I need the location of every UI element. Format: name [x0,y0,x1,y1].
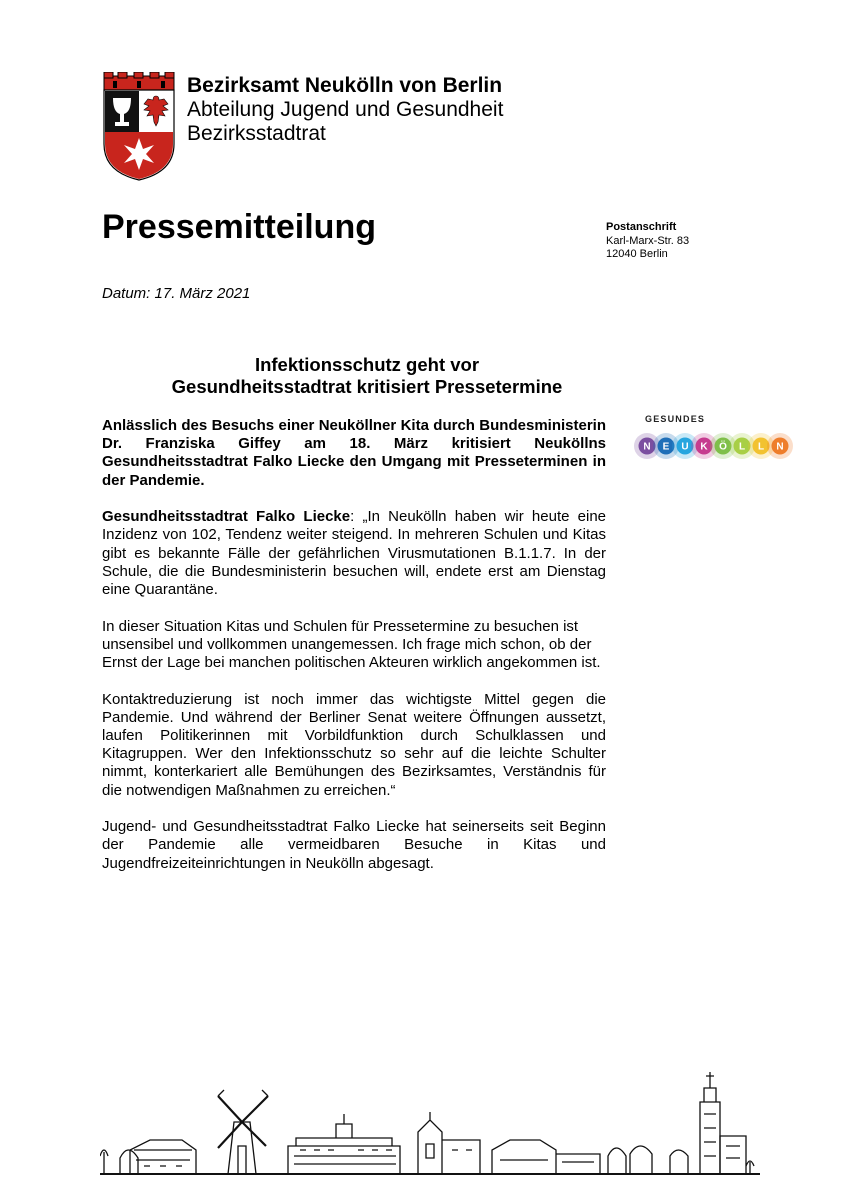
gesundes-neukoelln-logo [633,412,797,468]
neukoelln-coat-of-arms [102,72,176,182]
logo-letter: U [681,441,689,453]
skyline-illustration [100,1066,760,1178]
postal-label: Postanschrift [606,221,677,233]
quote-paragraph [102,508,606,599]
logo-letter: N [643,441,651,453]
org-name: Bezirksamt Neukölln von Berlin [187,74,503,97]
department: Abteilung Jugend und Gesundheit [187,98,504,121]
logo-top-text: GESUNDES [645,414,706,424]
paragraph-2: In dieser Situation Kitas und Schulen für Pressetermine zu besuchen ist unsensibel und vollkommen unangemessen. Ich frage mich schon, ob der Ernst der Lage bei manchen politischen Akteuren wirklich angekommen ist. [102,617,601,672]
lead-paragraph: Anlässlich des Besuchs einer Neuköllner Kita durch Bundesministerin Dr. Franziska Giffey am 18. März kritisiert Neuköllns Gesundheitsstadtrat Falko Liecke den Umgang mit Presseterminen in der Pandemie. [102,417,606,489]
paragraph-3: Kontaktreduzierung ist noch immer das wichtigste Mittel gegen die Pandemie. Und während der Berliner Senat weitere Öffnungen aussetzt, laufen Politikerinnen mit Vorbildfunktion durch Schulklassen und Kitagruppen. Wer den Infektionsschutz so sehr auf die leichte Schulter nimmt, konterkariert alle Bemühungen des Bezirksamtes, Verständnis für die notwendigen Maßnahmen zu erreichen.“ [102,690,606,799]
org-header [187,74,503,146]
postal-address [606,221,689,262]
logo-letter: N [776,441,784,453]
press-body [102,417,606,891]
logo-letter: Ö [719,441,727,453]
paragraph-4: Jugend- und Gesundheitsstadtrat Falko Liecke hat seinerseits seit Beginn der Pandemie alle vermeidbaren Besuche in Kitas und Jugendfreizeiteinrichtungen in Neukölln abgesagt. [102,818,606,872]
page-title: Pressemitteilung [102,208,376,246]
logo-letter: K [700,441,708,453]
quote-text: : „In Neukölln haben wir heute eine Inzidenz von 102, Tendenz weiter steigend. In mehreren Schulen und Kitas gibt es bekannte Fälle der gefährlichen Virusmutationen B.1.1.7. In der Schule, die die Bundesministerin besuchen will, endete erst am Dienstag eine Quarantäne. [102,508,607,599]
headline [102,354,632,398]
postal-city: 12040 Berlin [606,248,668,260]
logo-letter: L [757,441,765,453]
quote-speaker: Gesundheitsstadtrat Falko Liecke [102,508,351,526]
postal-street: Karl-Marx-Str. 83 [606,234,690,247]
logo-letter: L [738,441,746,453]
headline-line-2: Gesundheitsstadtrat kritisiert Pressetermine [171,376,563,397]
date-line: Datum: 17. März 2021 [102,285,251,302]
headline-line-1: Infektionsschutz geht vor [254,354,480,375]
role: Bezirksstadtrat [187,122,326,145]
logo-letter: E [662,441,670,453]
